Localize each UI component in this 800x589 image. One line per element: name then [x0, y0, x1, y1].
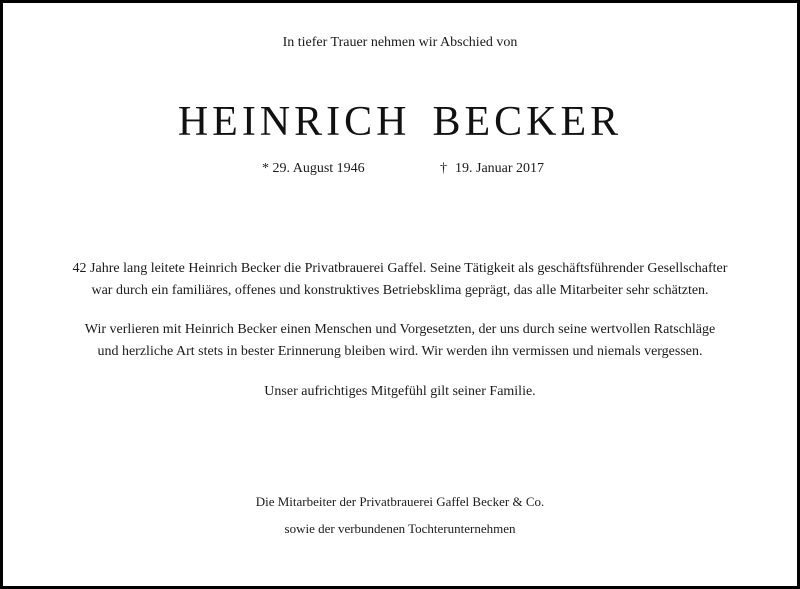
- first-name: HEINRICH: [177, 99, 411, 145]
- paragraph-line: 42 Jahre lang leitete Heinrich Becker die Privatbrauerei Gaffel. Seine Tätigkeit als geschäftsführender Gesellschafter: [72, 261, 728, 276]
- last-name: BECKER: [432, 99, 623, 145]
- paragraph-tenure: [0, 258, 800, 302]
- deceased-name: [0, 96, 800, 148]
- death-date-line: [440, 160, 544, 178]
- birth-date: * 29. August 1946: [262, 161, 365, 176]
- signature-line-1: Die Mitarbeiter der Privatbrauerei Gaffel Becker & Co.: [255, 494, 545, 509]
- paragraph-line: Wir verlieren mit Heinrich Becker einen Menschen und Vorgesetzten, der uns durch seine wertvollen Ratschläge: [84, 322, 716, 337]
- paragraph-condolence: Unser aufrichtiges Mitgefühl gilt seiner Familie.: [264, 384, 536, 399]
- cross-icon: †: [440, 161, 447, 176]
- intro-text: In tiefer Trauer nehmen wir Abschied von: [282, 35, 518, 50]
- death-date: 19. Januar 2017: [455, 161, 545, 176]
- paragraph-line: und herzliche Art stets in bester Erinnerung bleiben wird. Wir werden ihn vermissen und niemals vergessen.: [97, 344, 703, 359]
- paragraph-line: war durch ein familiäres, offenes und konstruktives Betriebsklima geprägt, das alle Mitarbeiter sehr schätzten.: [91, 283, 709, 298]
- signature-line-2: sowie der verbundenen Tochterunternehmen: [284, 521, 516, 536]
- paragraph-tribute: [0, 319, 800, 363]
